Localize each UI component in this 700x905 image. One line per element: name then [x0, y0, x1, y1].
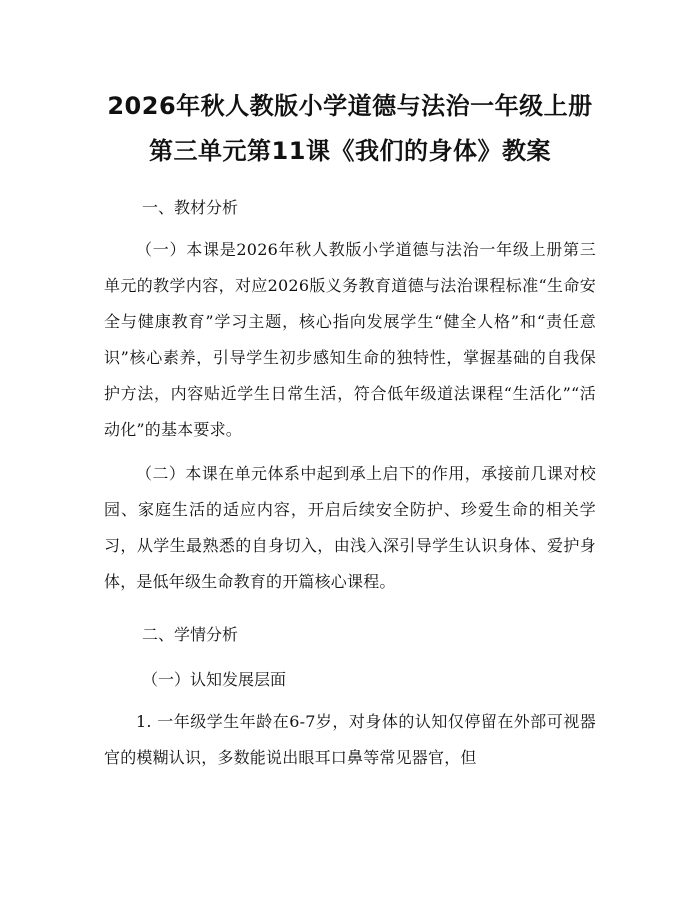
paragraph-cognitive-development-1: 1. 一年级学生年龄在6-7岁，对身体的认知仅停留在外部可视器官的模糊认识，多数能说出眼耳口鼻等常见器官，但 — [104, 712, 596, 767]
subheading-cognitive-development: （一）认知发展层面 — [142, 670, 287, 689]
paragraph-textbook-analysis-1: （一）本课是2026年秋人教版小学道德与法治一年级上册第三单元的教学内容，对应2026版义务教育道德与法治课程标准“生命安全与健康教育”学习主题，核心指向发展学生“健全人格”和“责任意识”核心素养，引导学生初步感知生命的独特性，掌握基础的自我保护方法，内容贴近学生日常生活，符合低年级道法课程“生活化”“活动化”的基本要求。 — [104, 240, 596, 439]
section-heading-textbook-analysis: 一、教材分析 — [142, 198, 239, 217]
document-title-line-1: 2026年秋人教版小学道德与法治一年级上册 — [107, 92, 593, 120]
section-heading-learner-analysis: 二、学情分析 — [142, 625, 239, 644]
paragraph-textbook-analysis-2: （二）本课在单元体系中起到承上启下的作用，承接前几课对校园、家庭生活的适应内容，开启后续安全防护、珍爱生命的相关学习，从学生最熟悉的自身切入，由浅入深引导学生认识身体、爱护身体，是低年级生命教育的开篇核心课程。 — [104, 464, 596, 591]
document-title-line-2: 第三单元第11课《我们的身体》教案 — [149, 137, 551, 165]
